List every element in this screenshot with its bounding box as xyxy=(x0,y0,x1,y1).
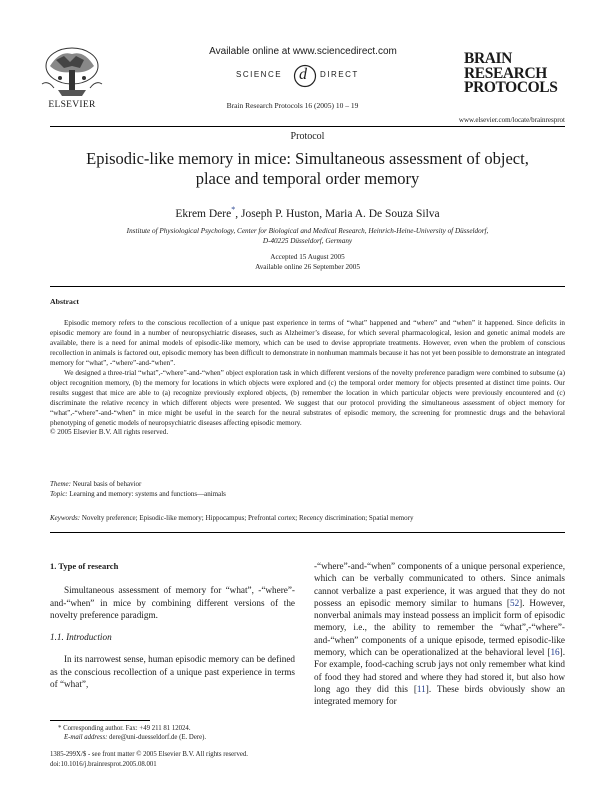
article-title-line: Episodic-like memory in mice: Simultaneous assessment of object, xyxy=(86,149,529,168)
body-paragraph: In its narrowest sense, human episodic memory can be defined as the conscious recollection of a unique past experience in terms of “what”, xyxy=(50,654,295,690)
topic-label: Topic: xyxy=(50,489,68,498)
abstract-heading: Abstract xyxy=(50,297,80,306)
keywords-value: Novelty preference; Episodic-like memory; Hippocampus; Prefrontal cortex; Recency discrimination; Spatial memory xyxy=(80,514,414,522)
article-type-label: Protocol xyxy=(290,131,325,142)
sciencedirect-center-glyph: d xyxy=(299,66,307,83)
issn-line: 1385-299X/$ - see front matter © 2005 Elsevier B.V. All rights reserved. xyxy=(50,751,248,758)
publisher-name: ELSEVIER xyxy=(48,100,96,110)
header-divider xyxy=(50,126,565,127)
journal-title-logo xyxy=(464,52,564,96)
journal-title-line: BRAIN xyxy=(464,50,512,67)
body-column-right xyxy=(314,560,565,708)
abstract-divider xyxy=(50,286,565,287)
author-names-rest: , Joseph P. Huston, Maria A. De Souza Silva xyxy=(235,207,440,220)
body-text: ]. However, nonverbal animals may instead possess an implicit form of episodic memory, i.e., the ability to remember the “what”,-“where”-and-“when” components of a unique episode, termed episodic-like memory, which can be operationalized at the behavioral level [ xyxy=(314,597,565,658)
body-column-left xyxy=(50,560,295,690)
footnote xyxy=(50,724,295,742)
doi-line[interactable]: doi:10.1016/j.brainresprot.2005.08.001 xyxy=(50,760,157,768)
journal-reference: Brain Research Protocols 16 (2005) 10 – 19 xyxy=(226,101,359,110)
body-text: ]. These birds obviously show an integrated memory for xyxy=(314,683,565,707)
journal-title-line: PROTOCOLS xyxy=(464,79,558,96)
sciencedirect-logo xyxy=(230,64,380,88)
affiliation-line: Institute of Physiological Psychology, Center for Biological and Medical Research, Heinrich-Heine-University of Düsseldorf, xyxy=(126,227,489,235)
abstract-copyright: © 2005 Elsevier B.V. All rights reserved. xyxy=(50,428,169,437)
abstract-paragraph: We designed a three-trial “what”,-“where”-and-“when” object exploration task in which different versions of the novelty preference paradigm were combined to subsume (a) object recognition memory, (b) the memory for locations in which objects were explored and (c) the temporal order memory for objects presented at distinct time points. Our results suggest that mice are able to (a) recognize previously explored objects, (b) remember the location in which particular objects were previously encountered and (c) discriminate the relative recency in which different objects were presented. We suggest that our protocol providing the simultaneous assessment of object memory for “what”,-“where”-and-“when” in mice might be useful in the search for the neural substrates of episodic memory, the screening for promnestic drugs and the behavioral phenotyping of genetic models of neuropsychiatric diseases affecting episodic memory. xyxy=(50,368,565,427)
body-paragraph xyxy=(314,560,565,708)
keywords-line xyxy=(50,514,565,522)
author-name: Ekrem Dere xyxy=(175,207,232,220)
corresponding-author-mark[interactable]: * xyxy=(231,205,236,214)
availability-line[interactable]: Available online at www.sciencedirect.com xyxy=(209,46,397,57)
corresponding-author-note: * Corresponding author. Fax: +49 211 81 12024. xyxy=(58,725,191,732)
citation-link[interactable]: 52 xyxy=(509,597,520,608)
body-text: -“where”-and-“when” components of a unique personal experience, which can be verbally communicated to others. Since animals cannot verbalize a past experience, it was argued that they do not possess an episodic memory similar to humans [ xyxy=(314,561,565,608)
topic-value: Learning and memory: systems and functions—animals xyxy=(67,489,226,498)
section-heading: 1. Type of research xyxy=(50,561,119,571)
sciencedirect-left-text: SCIENCE xyxy=(236,70,283,79)
theme-label: Theme: xyxy=(50,480,71,488)
abstract-body xyxy=(50,319,565,438)
keywords-divider xyxy=(50,532,565,533)
article-title xyxy=(55,149,560,189)
article-footer xyxy=(50,750,300,769)
email-link[interactable]: dere@uni-duesseldorf.de (E. Dere). xyxy=(107,734,207,741)
subsection-heading: 1.1. Introduction xyxy=(50,632,112,643)
sciencedirect-right-text: DIRECT xyxy=(320,70,359,79)
abstract-paragraph: Episodic memory refers to the conscious recollection of a unique past experience in terms of “what” happened and “where” and “when” it happened. Since deficits in episodic memory are found in a number of neuropsychiatric diseases, such as Alzheimer’s disease, for which several pharmacological, lesion and genetic animal models are available, there is a need for animal models of episodic-like memory, which can be used to devise appropriate treatments. However, even when the problem of conscious recollection in animals is factored out, episodic memory has been difficult to demonstrate in nonhuman mammals because it has not yet been possible to demonstrate an integrated memory for “what”, -“where”-and-“when”. xyxy=(50,319,565,367)
theme-value: Neural basis of behavior xyxy=(71,480,142,488)
article-title-line: place and temporal order memory xyxy=(195,169,420,188)
accepted-date: Accepted 15 August 2005 xyxy=(270,253,345,261)
classification-block xyxy=(50,480,226,499)
author-affiliation xyxy=(120,226,495,246)
online-date: Available online 26 September 2005 xyxy=(255,262,360,271)
elsevier-tree-logo xyxy=(36,44,108,102)
citation-link[interactable]: 11 xyxy=(416,683,426,694)
article-dates xyxy=(50,253,565,272)
email-label: E-mail address: xyxy=(64,734,108,741)
keywords-label: Keywords: xyxy=(50,514,81,522)
affiliation-line: D-40225 Düsseldorf, Germany xyxy=(262,237,353,245)
footnote-divider xyxy=(50,720,150,721)
body-text: ]. For example, food-caching scrub jays not only remember what kind of food they had stored and where they had stored it, but also how long ago they did this [ xyxy=(314,647,565,694)
author-list xyxy=(50,205,565,220)
journal-url-link[interactable]: www.elsevier.com/locate/brainresprot xyxy=(458,116,565,124)
journal-title-line: RESEARCH xyxy=(464,64,547,82)
citation-link[interactable]: 16 xyxy=(550,647,560,658)
body-paragraph: Simultaneous assessment of memory for “what”, -“where”-and-“when” in mice by combining different versions of the novelty preference paradigm. xyxy=(50,585,295,620)
